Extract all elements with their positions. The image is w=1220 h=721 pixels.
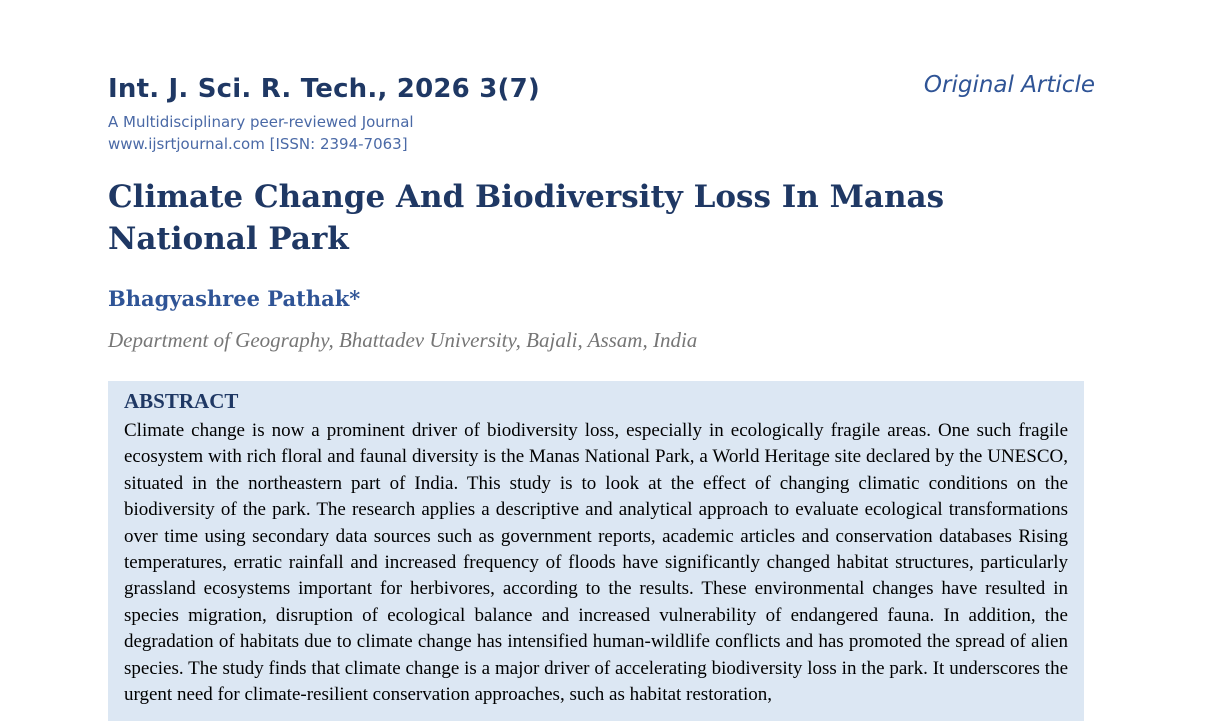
journal-website[interactable]: www.ijsrtjournal.com [ISSN: 2394-7063] bbox=[108, 135, 408, 153]
author-affiliation: Department of Geography, Bhattadev University, Bajali, Assam, India bbox=[108, 328, 698, 352]
author-name: Bhagyashree Pathak* bbox=[108, 286, 361, 311]
abstract-box bbox=[108, 381, 1084, 721]
paper-title: Climate Change And Biodiversity Loss In Manas National Park bbox=[108, 179, 945, 257]
abstract-heading: ABSTRACT bbox=[124, 389, 239, 413]
journal-title: Int. J. Sci. R. Tech., 2026 3(7) bbox=[108, 74, 540, 104]
article-type-label: Original Article bbox=[923, 72, 1095, 98]
journal-tagline: A Multidisciplinary peer-reviewed Journal bbox=[108, 113, 414, 131]
abstract-text: Climate change is now a prominent driver of biodiversity loss, especially in ecologically fragile areas. One such fragile ecosystem with rich floral and faunal diversity is the Manas National Park, a World Heritage site declared by the UNESCO, situated in the northeastern part of India. This study is to look at the effect of changing climatic conditions on the biodiversity of the park. The research applies a descriptive and analytical approach to evaluate ecological transformations over time using secondary data sources such as government reports, academic articles and conservation databases Rising temperatures, erratic rainfall and increased frequency of floods have significantly changed habitat structures, particularly grassland ecosystems important for herbivores, according to the results. These environmental changes have resulted in species migration, disruption of ecological balance and increased vulnerability of endangered fauna. In addition, the degradation of habitats due to climate change has intensified human-wildlife conflicts and has promoted the spread of alien species. The study finds that climate change is a major driver of accelerating biodiversity loss in the park. It underscores the urgent need for climate-resilient conservation approaches, such as habitat restoration, bbox=[124, 420, 1068, 706]
